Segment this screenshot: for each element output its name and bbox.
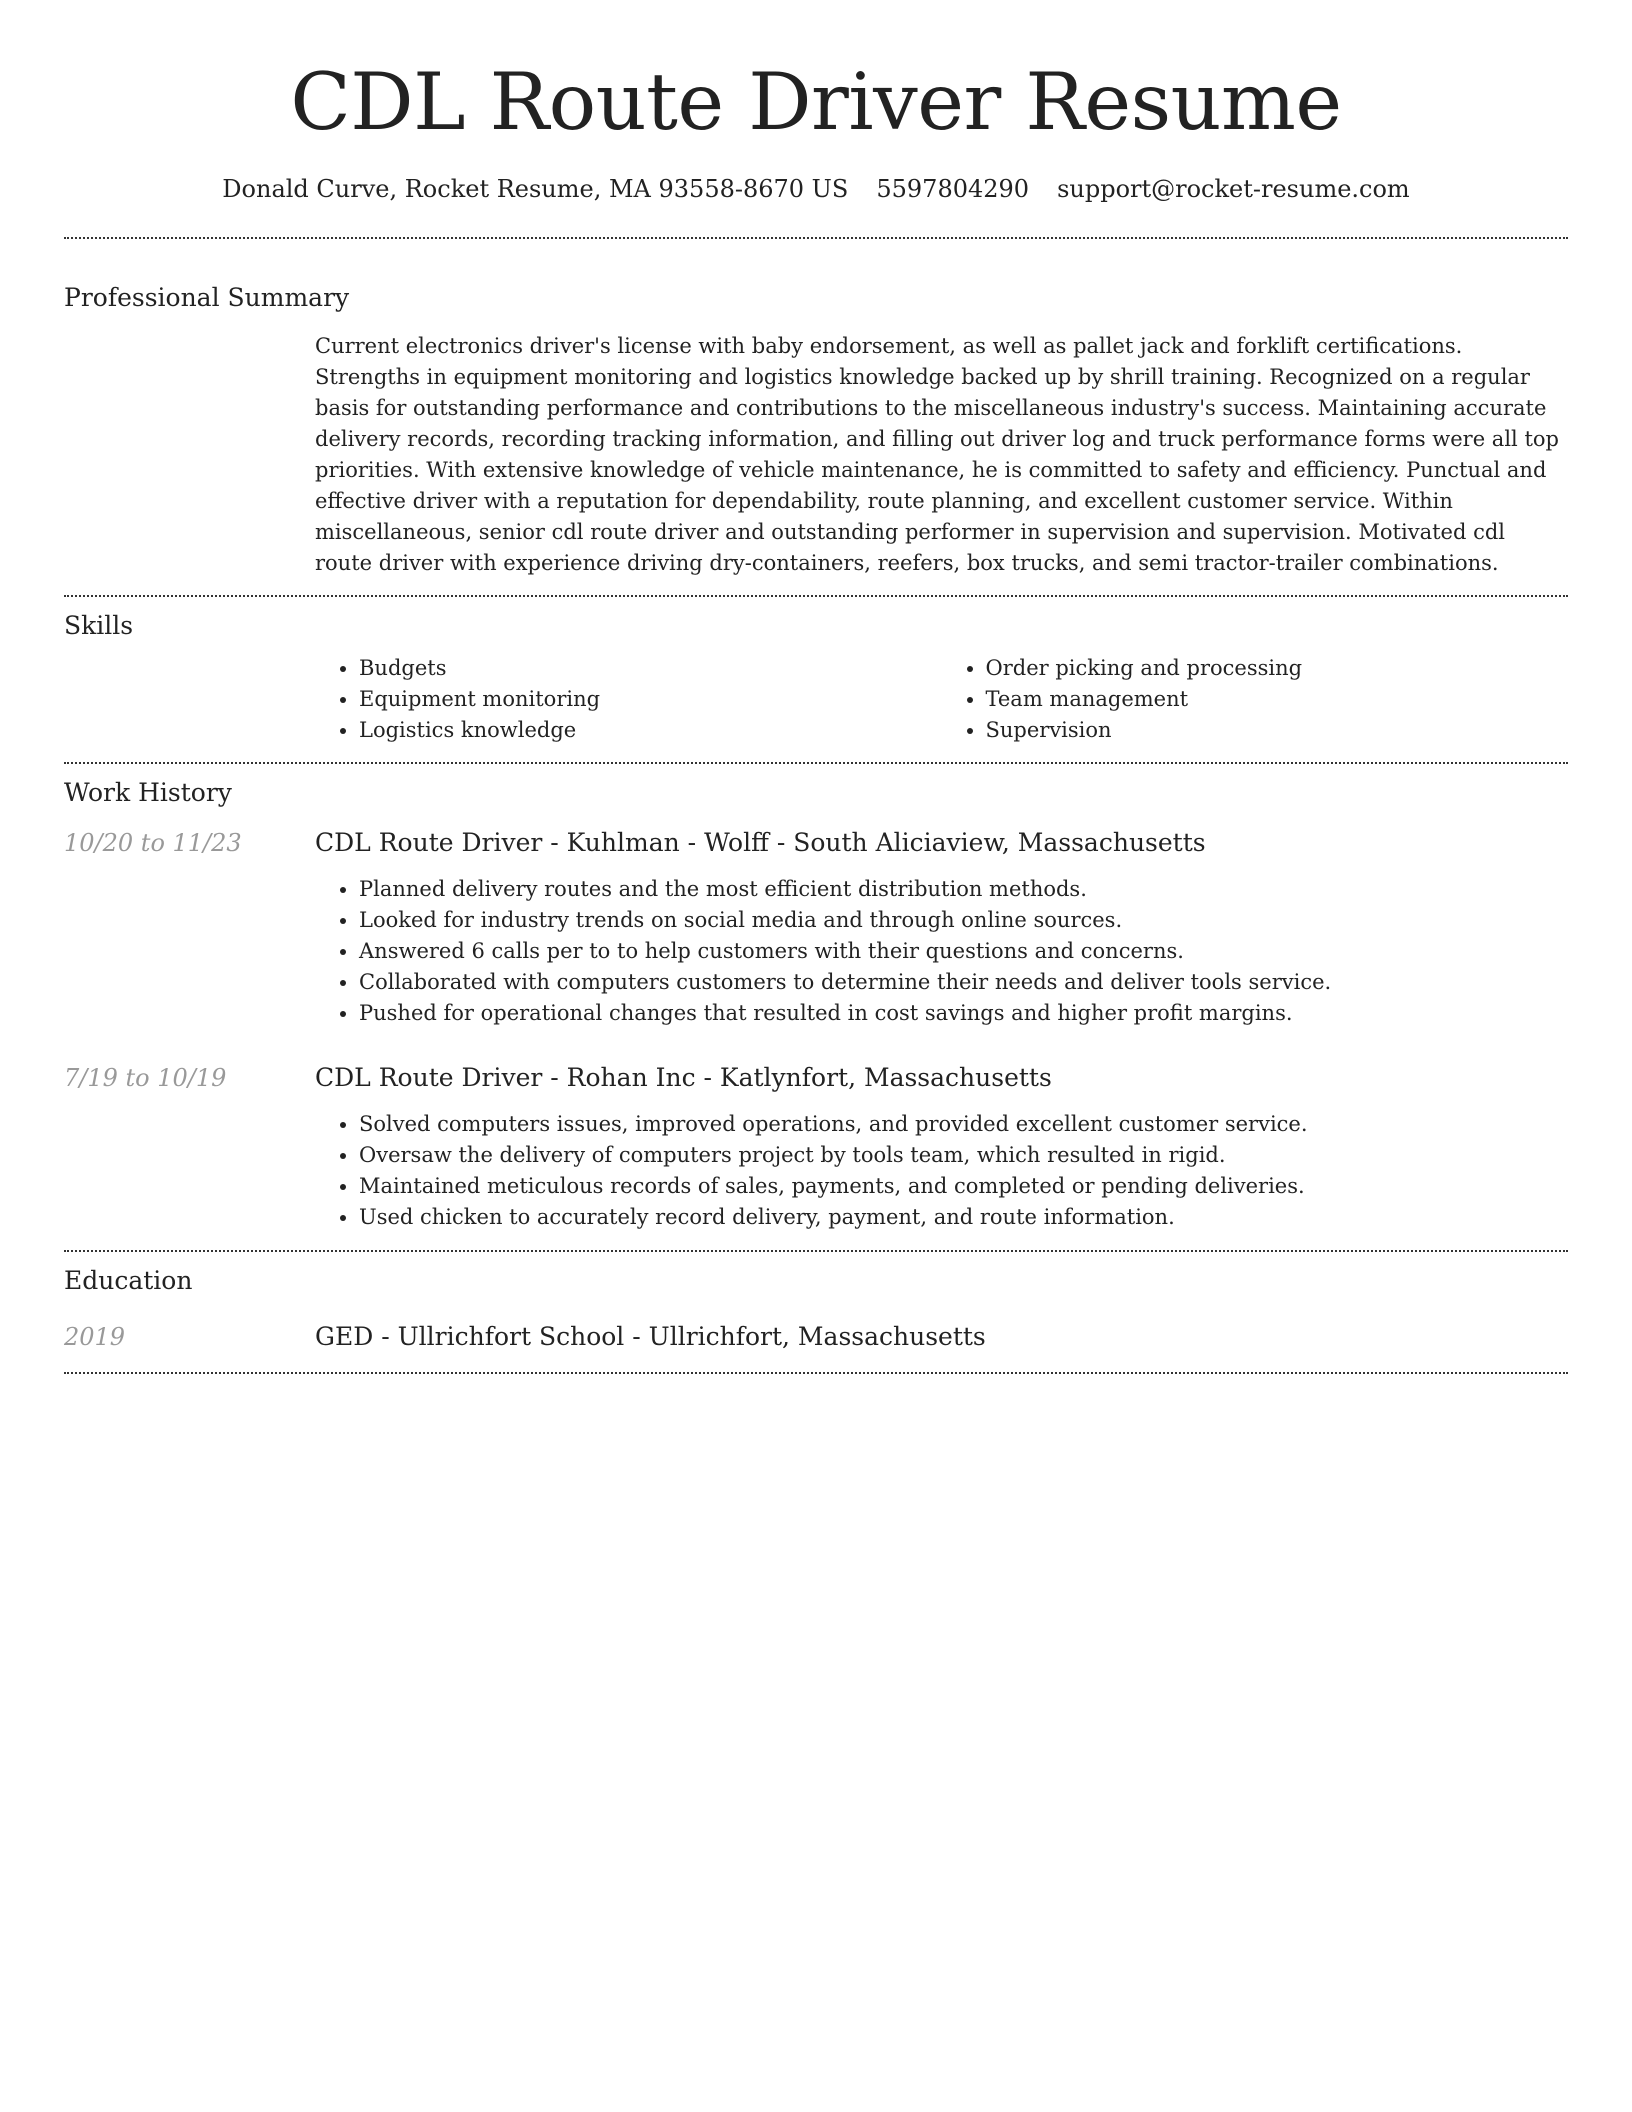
job-header bbox=[64, 1061, 1568, 1095]
divider bbox=[64, 595, 1568, 597]
education-title: GED - Ullrichfort School - Ullrichfort, Massachusetts bbox=[315, 1322, 986, 1351]
education-section bbox=[64, 1264, 1568, 1354]
skills-list-right bbox=[942, 653, 1569, 746]
job-bullet: • Looked for industry trends on social media and through online sources. bbox=[359, 905, 1568, 936]
job-bullet-list bbox=[315, 1109, 1568, 1233]
summary-text: Current electronics driver's license with baby endorsement, as well as pallet jack and forklift certifications. Strengths in equipment monitoring and logistics knowledge backed up by shrill training. Recognized on a regular basis for outstanding performance and contributions to the miscellaneous industry's success. Maintaining accurate delivery records, recording tracking information, and filling out driver log and truck performance forms were all top priorities. With extensive knowledge of vehicle maintenance, he is committed to safety and efficiency. Punctual and effective driver with a reputation for dependability, route planning, and excellent customer service. Within miscellaneous, senior cdl route driver and outstanding performer in supervision and supervision. Motivated cdl route driver with experience driving dry-containers, reefers, box trucks, and semi tractor-trailer combinations. bbox=[315, 334, 1559, 575]
skills-heading: Skills bbox=[64, 611, 134, 640]
job-bullet: • Oversaw the delivery of computers project by tools team, which resulted in rigid. bbox=[359, 1140, 1568, 1171]
divider bbox=[64, 1372, 1568, 1374]
divider bbox=[64, 1250, 1568, 1252]
job-bullet: • Answered 6 calls per to to help customers with their questions and concerns. bbox=[359, 936, 1568, 967]
job-bullet: • Solved computers issues, improved operations, and provided excellent customer service. bbox=[359, 1109, 1568, 1140]
job-title: CDL Route Driver - Kuhlman - Wolff - South Aliciaview, Massachusetts bbox=[315, 828, 1206, 857]
job-bullet-list bbox=[315, 874, 1568, 1029]
divider bbox=[64, 237, 1568, 239]
divider bbox=[64, 762, 1568, 764]
education-entry bbox=[64, 1320, 1568, 1354]
contact-line bbox=[64, 172, 1568, 206]
education-heading: Education bbox=[64, 1266, 193, 1295]
skill-item: • Order picking and processing bbox=[986, 653, 1569, 684]
job-header bbox=[64, 826, 1568, 860]
work-heading: Work History bbox=[64, 778, 232, 807]
job-duties bbox=[315, 874, 1568, 1029]
resume-title: CDL Route Driver Resume bbox=[290, 56, 1342, 148]
job-duties bbox=[315, 1109, 1568, 1233]
contact-email: support@rocket-resume.com bbox=[1057, 175, 1410, 203]
job-title: CDL Route Driver - Rohan Inc - Katlynfort, Massachusetts bbox=[315, 1063, 1052, 1092]
job-entry bbox=[64, 826, 1568, 1029]
job-bullet: • Planned delivery routes and the most efficient distribution methods. bbox=[359, 874, 1568, 905]
skill-item: • Equipment monitoring bbox=[359, 684, 942, 715]
contact-address: Donald Curve, Rocket Resume, MA 93558-8670 US bbox=[222, 175, 849, 203]
education-date: 2019 bbox=[64, 1323, 126, 1351]
skills-list-left bbox=[315, 653, 942, 746]
skills-section bbox=[64, 609, 1568, 746]
summary-section bbox=[64, 281, 1568, 579]
job-bullet: • Maintained meticulous records of sales, payments, and completed or pending deliveries. bbox=[359, 1171, 1568, 1202]
job-bullet: • Collaborated with computers customers to determine their needs and deliver tools service. bbox=[359, 967, 1568, 998]
job-dates: 7/19 to 10/19 bbox=[64, 1064, 227, 1092]
contact-phone: 5597804290 bbox=[876, 175, 1030, 203]
job-entry bbox=[64, 1061, 1568, 1233]
skills-grid bbox=[315, 653, 1568, 746]
skill-item: • Budgets bbox=[359, 653, 942, 684]
job-bullet: • Pushed for operational changes that resulted in cost savings and higher profit margins. bbox=[359, 998, 1568, 1029]
skill-item: • Team management bbox=[986, 684, 1569, 715]
work-section bbox=[64, 776, 1568, 1233]
resume-page bbox=[64, 0, 1568, 1374]
job-dates: 10/20 to 11/23 bbox=[64, 829, 242, 857]
skill-item: • Logistics knowledge bbox=[359, 715, 942, 746]
skill-item: • Supervision bbox=[986, 715, 1569, 746]
summary-heading: Professional Summary bbox=[64, 283, 350, 312]
job-bullet: • Used chicken to accurately record delivery, payment, and route information. bbox=[359, 1202, 1568, 1233]
